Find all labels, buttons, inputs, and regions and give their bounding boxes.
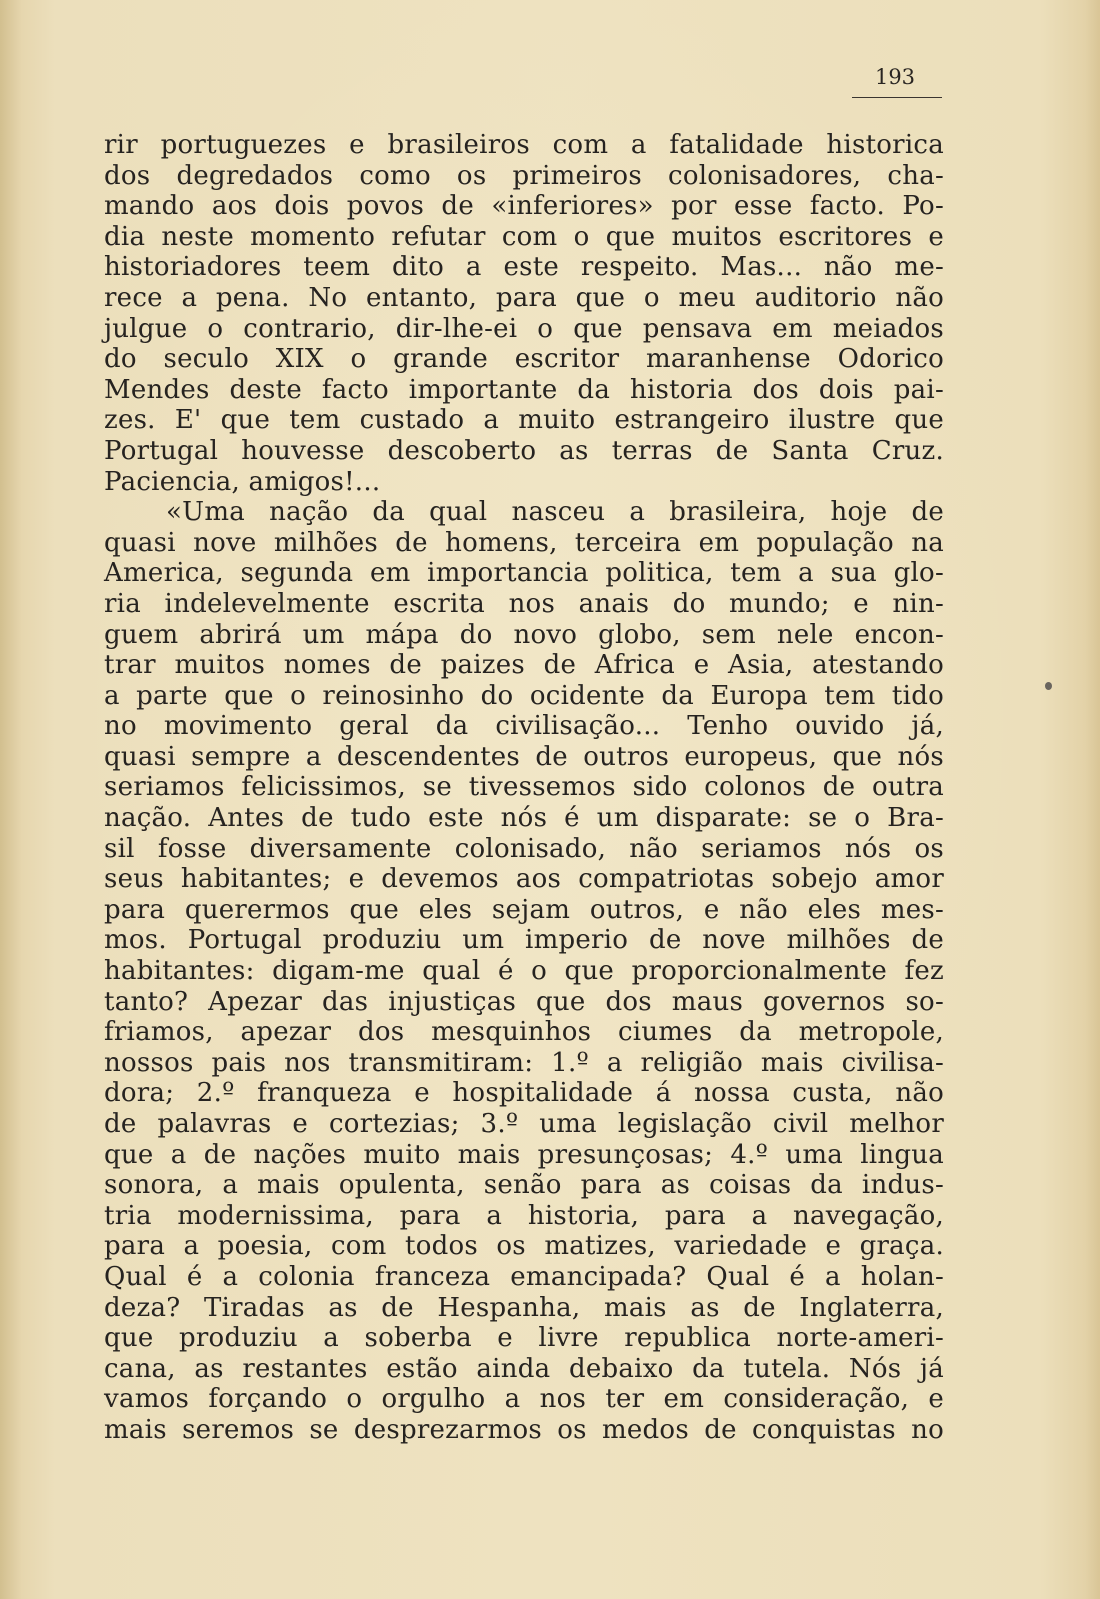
text-line: quasi sempre a descendentes de outros europeus, que nós [104,741,944,772]
text-line: para a poesia, com todos os matizes, variedade e graça. [104,1231,944,1262]
text-line: sil fosse diversamente colonisado, não seriamos nós os [104,833,944,864]
text-line: mais seremos se desprezarmos os medos de conquistas no [104,1414,944,1445]
text-line: seus habitantes; e devemos aos compatriotas sobejo amor [104,864,944,895]
text-line: para querermos que eles sejam outros, e não eles mes- [104,894,944,925]
text-line: rece a pena. No entanto, para que o meu auditorio não [104,282,944,313]
text-line: de palavras e cortezias; 3.º uma legislação civil melhor [104,1109,944,1139]
text-line: nação. Antes de tudo este nós é um disparate: se o Bra- [104,803,944,834]
text-line: ria indelevelmente escrita nos anais do mundo; e nin- [104,588,944,619]
text-line: quasi nove milhões de homens, terceira em população na [104,527,944,558]
page-number: 193 [874,65,916,89]
text-line: trar muitos nomes de paizes de Africa e Asia, atestando [104,650,944,681]
text-line: tanto? Apezar das injustiças que dos maus governos so- [104,986,944,1017]
text-line: nossos pais nos transmitiram: 1.º a religião mais civilisa- [104,1047,944,1078]
text-line: cana, as restantes estão ainda debaixo da tutela. Nós já [104,1353,944,1384]
text-line: Paciencia, amigos!... [104,466,381,497]
text-line: seriamos felicissimos, se tivessemos sido colonos de outra [104,772,944,803]
text-line: guem abrirá um mápa do novo globo, sem nele encon- [104,619,944,650]
text-line: dora; 2.º franqueza e hospitalidade á nossa custa, não [104,1078,944,1109]
text-line: a parte que o reinosinho do ocidente da Europa tem tido [104,680,944,711]
text-line: sonora, a mais opulenta, senão para as coisas da indus- [104,1170,944,1201]
text-line: rir portuguezes e brasileiros com a fatalidade historica [104,130,944,160]
text-line: dos degredados como os primeiros colonisadores, cha- [104,160,944,191]
text-line: mando aos dois povos de «inferiores» por esse facto. Po- [104,191,944,222]
text-line: que a de nações muito mais presunçosas; 4.º uma lingua [104,1139,944,1170]
text-line: friamos, apezar dos mesquinhos ciumes da metropole, [104,1017,944,1048]
ink-speck [1045,682,1052,690]
text-line: vamos forçando o orgulho a nos ter em consideração, e [104,1384,944,1415]
text-line: tria modernissima, para a historia, para a navegação, [104,1200,944,1231]
text-line: Qual é a colonia franceza emancipada? Qual é a holan- [104,1261,944,1292]
text-line: America, segunda em importancia politica, tem a sua glo- [104,558,944,589]
text-line: Mendes deste facto importante da historia dos dois pai- [104,374,944,405]
body-text [104,130,944,1446]
text-line: que produziu a soberba e livre republica norte-ameri- [104,1323,944,1354]
text-line: Portugal houvesse descoberto as terras de Santa Cruz. [104,435,944,466]
text-line: deza? Tiradas as de Hespanha, mais as de Inglaterra, [104,1292,944,1323]
text-line: do seculo XIX o grande escritor maranhense Odorico [104,344,944,375]
text-line: mos. Portugal produziu um imperio de nove milhões de [104,925,944,956]
text-line: historiadores teem dito a este respeito. Mas... não me- [104,252,944,283]
text-line: dia neste momento refutar com o que muitos escritores e [104,221,944,252]
text-line: «Uma nação da qual nasceu a brasileira, hoje de [166,497,944,528]
text-line: zes. E' que tem custado a muito estrangeiro ilustre que [104,405,944,436]
text-line: habitantes: digam-me qual é o que proporcionalmente fez [104,956,944,987]
text-line: no movimento geral da civilisação... Tenho ouvido já, [104,711,944,742]
page-number-rule [852,97,942,98]
text-line: julgue o contrario, dir-lhe-ei o que pensava em meiados [104,313,944,344]
